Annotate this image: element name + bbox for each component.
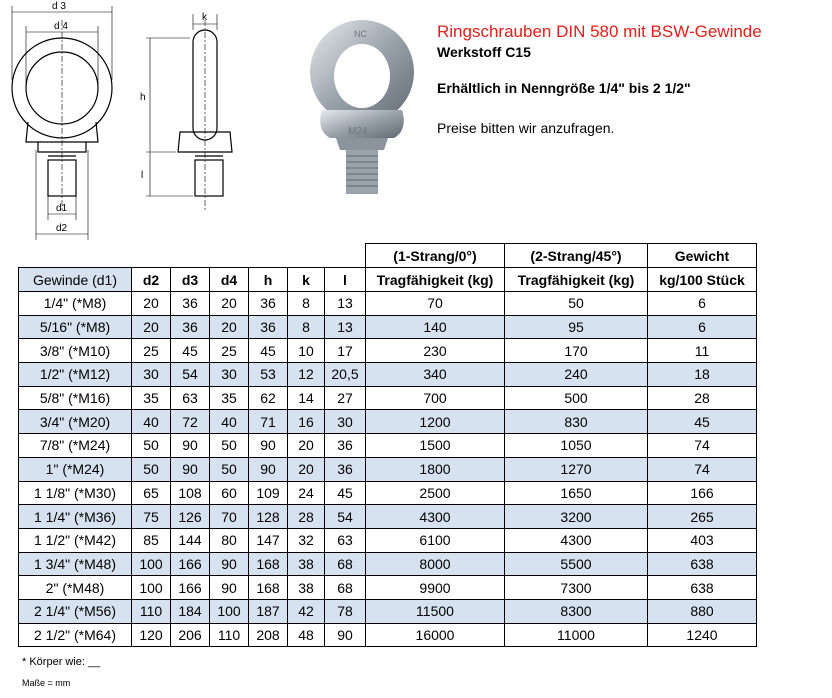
table-cell: 50: [210, 434, 249, 458]
table-row: [19, 410, 757, 434]
table-cell: 60: [210, 481, 249, 505]
table-cell: 30: [132, 363, 171, 387]
table-cell: 50: [505, 292, 648, 316]
dim-d4-label: d 4: [54, 21, 68, 32]
dim-d2-label: d2: [56, 223, 68, 234]
table-cell: 71: [249, 410, 288, 434]
table-row: [19, 315, 757, 339]
table-cell: 240: [505, 363, 648, 387]
table-cell: 166: [648, 481, 757, 505]
col-header-d4: d4: [210, 268, 249, 292]
table-cell: 187: [249, 599, 288, 623]
table-row: [19, 623, 757, 647]
table-cell: 65: [132, 481, 171, 505]
table-cell: 75: [132, 505, 171, 529]
table-cell: 126: [171, 505, 210, 529]
photo-stamp-nc: NC: [354, 29, 367, 39]
table-row: [19, 481, 757, 505]
table-cell: 50: [132, 434, 171, 458]
group-header-2strang: (2-Strang/45°): [505, 244, 648, 268]
col-header-weight: kg/100 Stück: [648, 268, 757, 292]
table-cell: 70: [366, 292, 505, 316]
dim-l-label: l: [141, 170, 144, 181]
table-cell: 14: [288, 386, 325, 410]
technical-drawing: [0, 0, 300, 240]
table-cell: 80: [210, 528, 249, 552]
table-cell: 50: [210, 457, 249, 481]
row-thread-size: 7/8" (*M24): [19, 434, 132, 458]
table-cell: 74: [648, 457, 757, 481]
table-cell: 90: [171, 457, 210, 481]
row-thread-size: 1/4" (*M8): [19, 292, 132, 316]
table-row: [19, 339, 757, 363]
table-cell: 90: [171, 434, 210, 458]
group-header-gewicht: Gewicht: [648, 244, 757, 268]
table-cell: 30: [210, 363, 249, 387]
table-cell: 28: [288, 505, 325, 529]
table-cell: 18: [648, 363, 757, 387]
row-thread-size: 1 1/8" (*M30): [19, 481, 132, 505]
table-cell: 1500: [366, 434, 505, 458]
page-title: Ringschrauben DIN 580 mit BSW-Gewinde: [437, 22, 762, 41]
table-cell: 54: [325, 505, 366, 529]
table-cell: 24: [288, 481, 325, 505]
table-cell: 500: [505, 386, 648, 410]
table-cell: 20: [132, 315, 171, 339]
table-cell: 36: [171, 292, 210, 316]
table-cell: 9900: [366, 576, 505, 600]
table-cell: 8300: [505, 599, 648, 623]
table-cell: 45: [171, 339, 210, 363]
table-row: [19, 292, 757, 316]
table-cell: 12: [288, 363, 325, 387]
dim-d3-label: d 3: [52, 1, 66, 12]
table-cell: 1240: [648, 623, 757, 647]
table-cell: 13: [325, 292, 366, 316]
table-cell: 54: [171, 363, 210, 387]
table-cell: 90: [249, 457, 288, 481]
table-cell: 36: [325, 457, 366, 481]
footnote: * Körper wie: __: [22, 656, 101, 668]
table-cell: 20: [288, 434, 325, 458]
col-header-d3: d3: [171, 268, 210, 292]
table-cell: 50: [132, 457, 171, 481]
table-cell: 53: [249, 363, 288, 387]
table-cell: 68: [325, 552, 366, 576]
table-cell: 1050: [505, 434, 648, 458]
dim-k-label: k: [202, 12, 207, 23]
table-cell: 20: [132, 292, 171, 316]
table-cell: 90: [325, 623, 366, 647]
table-cell: 100: [210, 599, 249, 623]
row-thread-size: 5/16" (*M8): [19, 315, 132, 339]
table-cell: 700: [366, 386, 505, 410]
row-thread-size: 5/8" (*M16): [19, 386, 132, 410]
table-cell: 128: [249, 505, 288, 529]
row-thread-size: 2 1/4" (*M56): [19, 599, 132, 623]
table-cell: 20: [210, 292, 249, 316]
table-cell: 170: [505, 339, 648, 363]
table-cell: 30: [325, 410, 366, 434]
table-cell: 340: [366, 363, 505, 387]
table-cell: 206: [171, 623, 210, 647]
table-cell: 4300: [505, 528, 648, 552]
table-cell: 6: [648, 315, 757, 339]
material-line: Werkstoff C15: [437, 44, 531, 60]
table-cell: 1800: [366, 457, 505, 481]
table-cell: 90: [249, 434, 288, 458]
table-cell: 880: [648, 599, 757, 623]
eyebolt-photo: [296, 10, 426, 200]
group-header-1strang: (1-Strang/0°): [366, 244, 505, 268]
side-view: [146, 14, 232, 210]
table-cell: 42: [288, 599, 325, 623]
table-cell: 5500: [505, 552, 648, 576]
table-cell: 16: [288, 410, 325, 434]
row-thread-size: 2" (*M48): [19, 576, 132, 600]
row-thread-size: 2 1/2" (*M64): [19, 623, 132, 647]
table-cell: 3200: [505, 505, 648, 529]
table-cell: 38: [288, 576, 325, 600]
col-header-load-1strang: Tragfähigkeit (kg): [366, 268, 505, 292]
row-thread-size: 3/4" (*M20): [19, 410, 132, 434]
table-cell: 13: [325, 315, 366, 339]
table-cell: 36: [171, 315, 210, 339]
table-cell: 166: [171, 576, 210, 600]
table-cell: 11000: [505, 623, 648, 647]
table-cell: 20,5: [325, 363, 366, 387]
dim-h-label: h: [140, 92, 146, 103]
table-cell: 38: [288, 552, 325, 576]
col-header-k: k: [288, 268, 325, 292]
row-thread-size: 1" (*M24): [19, 457, 132, 481]
table-cell: 72: [171, 410, 210, 434]
table-cell: 168: [249, 576, 288, 600]
table-cell: 100: [132, 576, 171, 600]
table-cell: 78: [325, 599, 366, 623]
table-cell: 70: [210, 505, 249, 529]
row-thread-size: 1 1/2" (*M42): [19, 528, 132, 552]
row-thread-size: 1 3/4" (*M48): [19, 552, 132, 576]
table-row: [19, 434, 757, 458]
table-cell: 109: [249, 481, 288, 505]
table-cell: 108: [171, 481, 210, 505]
table-row: [19, 599, 757, 623]
table-cell: 11: [648, 339, 757, 363]
row-thread-size: 1/2" (*M12): [19, 363, 132, 387]
table-row: [19, 505, 757, 529]
table-cell: 48: [288, 623, 325, 647]
table-cell: 35: [132, 386, 171, 410]
table-cell: 638: [648, 576, 757, 600]
table-cell: 120: [132, 623, 171, 647]
table-cell: 230: [366, 339, 505, 363]
table-cell: 85: [132, 528, 171, 552]
table-cell: 36: [325, 434, 366, 458]
table-cell: 1270: [505, 457, 648, 481]
table-cell: 45: [325, 481, 366, 505]
table-cell: 74: [648, 434, 757, 458]
table-cell: 110: [132, 599, 171, 623]
table-cell: 8000: [366, 552, 505, 576]
col-header-l: l: [325, 268, 366, 292]
table-row: [19, 528, 757, 552]
table-row: [19, 576, 757, 600]
table-row: [19, 552, 757, 576]
table-cell: 166: [171, 552, 210, 576]
spec-table-body: [19, 292, 757, 647]
table-cell: 830: [505, 410, 648, 434]
table-cell: 63: [325, 528, 366, 552]
table-cell: 17: [325, 339, 366, 363]
col-header-gewinde: Gewinde (d1): [19, 268, 132, 292]
table-cell: 68: [325, 576, 366, 600]
table-cell: 8: [288, 315, 325, 339]
table-cell: 62: [249, 386, 288, 410]
table-cell: 45: [249, 339, 288, 363]
table-cell: 90: [210, 552, 249, 576]
table-row: [19, 363, 757, 387]
table-cell: 144: [171, 528, 210, 552]
table-cell: 140: [366, 315, 505, 339]
availability-line: Erhältlich in Nenngröße 1/4" bis 2 1/2": [437, 80, 691, 96]
table-cell: 90: [210, 576, 249, 600]
table-cell: 95: [505, 315, 648, 339]
table-cell: 6: [648, 292, 757, 316]
table-cell: 40: [132, 410, 171, 434]
table-row: [19, 457, 757, 481]
table-cell: 403: [648, 528, 757, 552]
table-cell: 28: [648, 386, 757, 410]
price-note: Preise bitten wir anzufragen.: [437, 120, 615, 136]
row-thread-size: 1 1/4" (*M36): [19, 505, 132, 529]
table-cell: 16000: [366, 623, 505, 647]
table-cell: 638: [648, 552, 757, 576]
table-cell: 20: [210, 315, 249, 339]
table-cell: 147: [249, 528, 288, 552]
col-header-load-2strang: Tragfähigkeit (kg): [505, 268, 648, 292]
group-header-row: [19, 244, 757, 268]
table-cell: 1200: [366, 410, 505, 434]
table-cell: 168: [249, 552, 288, 576]
table-cell: 36: [249, 292, 288, 316]
table-cell: 25: [132, 339, 171, 363]
table-cell: 11500: [366, 599, 505, 623]
spec-table: [18, 243, 757, 647]
units-note: Maße = mm: [22, 678, 71, 688]
row-thread-size: 3/8" (*M10): [19, 339, 132, 363]
table-cell: 1650: [505, 481, 648, 505]
table-row: [19, 386, 757, 410]
table-cell: 27: [325, 386, 366, 410]
table-cell: 63: [171, 386, 210, 410]
table-cell: 208: [249, 623, 288, 647]
table-cell: 2500: [366, 481, 505, 505]
table-cell: 110: [210, 623, 249, 647]
col-header-h: h: [249, 268, 288, 292]
table-cell: 32: [288, 528, 325, 552]
table-cell: 10: [288, 339, 325, 363]
table-cell: 6100: [366, 528, 505, 552]
table-cell: 40: [210, 410, 249, 434]
table-cell: 35: [210, 386, 249, 410]
table-cell: 265: [648, 505, 757, 529]
table-cell: 7300: [505, 576, 648, 600]
photo-stamp-m24: M24: [348, 126, 368, 137]
col-header-d2: d2: [132, 268, 171, 292]
table-cell: 100: [132, 552, 171, 576]
table-cell: 4300: [366, 505, 505, 529]
column-header-row: [19, 268, 757, 292]
table-cell: 184: [171, 599, 210, 623]
table-cell: 45: [648, 410, 757, 434]
table-cell: 36: [249, 315, 288, 339]
table-cell: 20: [288, 457, 325, 481]
table-cell: 25: [210, 339, 249, 363]
table-cell: 8: [288, 292, 325, 316]
dim-d1-label: d1: [56, 203, 68, 214]
